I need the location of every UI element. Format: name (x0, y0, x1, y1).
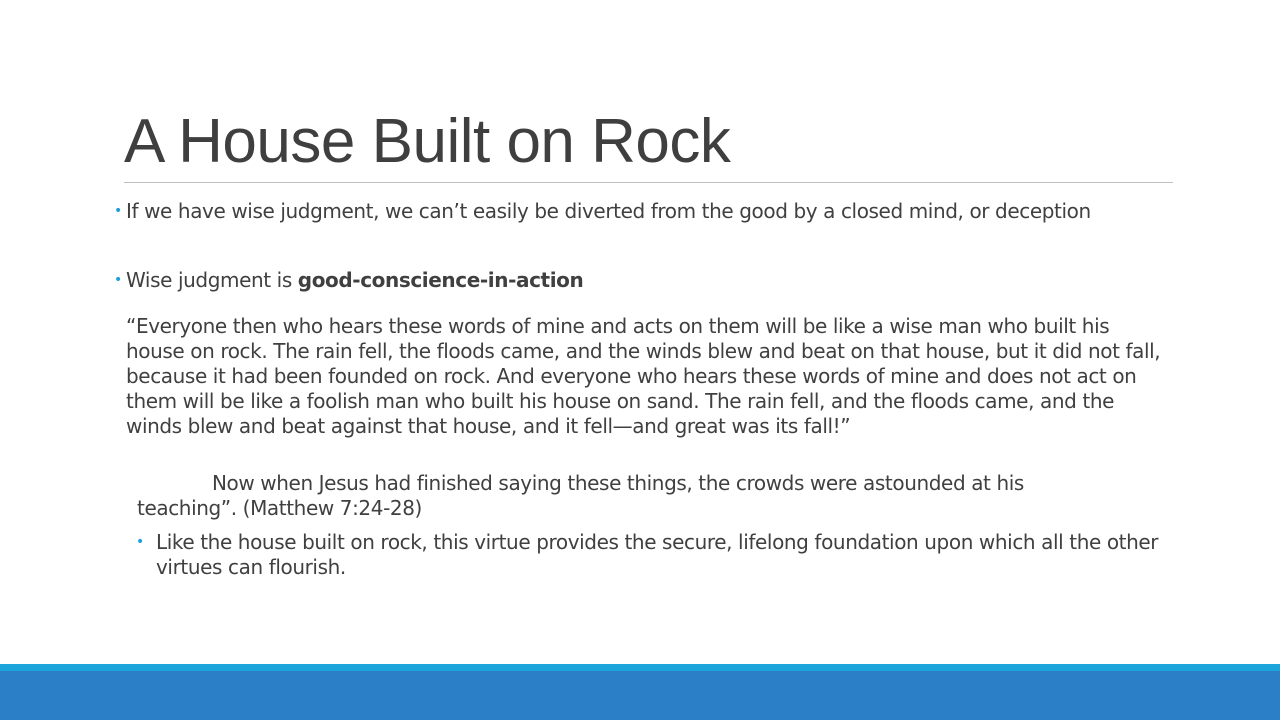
bullet-dot-icon: • (114, 203, 123, 219)
bullet-dot-icon: • (136, 534, 145, 550)
bullet-bold-text: good-conscience-in-action (297, 268, 584, 292)
footer-accent-stripe (0, 664, 1280, 671)
bullet-good-conscience (126, 268, 1116, 293)
bullet-dot-icon: • (114, 272, 123, 288)
slide-title: A House Built on Rock (124, 107, 731, 176)
bullet-wise-judgment-text: If we have wise judgment, we can’t easily be diverted from the good by a closed mind, or deception (126, 199, 1091, 223)
sub-bullet-foundation-text: Like the house built on rock, this virtue provides the secure, lifelong foundation upon which all the other virtues can flourish. (156, 530, 1159, 579)
title-divider (124, 182, 1173, 183)
bullet-prefix-text: Wise judgment is (126, 268, 298, 292)
quote-continuation-line2: teaching”. (Matthew 7:24-28) (137, 496, 422, 520)
scripture-quote: “Everyone then who hears these words of mine and acts on them will be like a wise man who built his house on rock. The rain fell, the floods came, and the winds blew and beat on that house, but it did not fall, because it had been founded on rock. And everyone who hears these words of mine and does not act on them will be like a foolish man who built his house on sand. The rain fell, and the floods came, and the winds blew and beat against that house, and it fell—and great was its fall!” (126, 314, 1161, 438)
footer-band (0, 671, 1280, 720)
quote-continuation-line1: Now when Jesus had finished saying these things, the crowds were astounded at his (212, 471, 1024, 495)
